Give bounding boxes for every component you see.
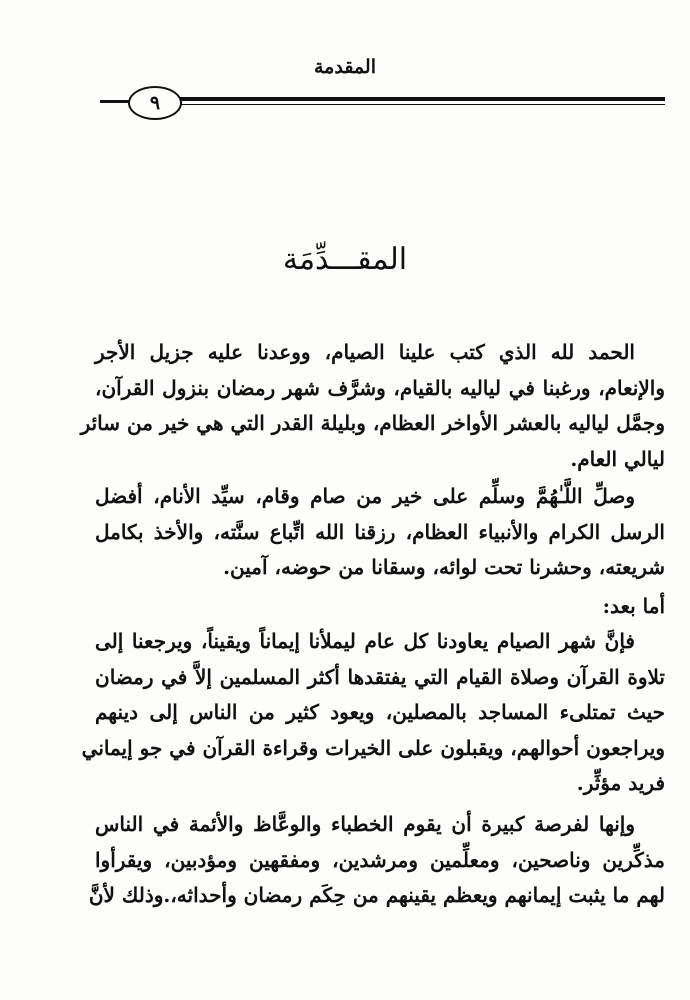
text-line: لهم ما يثبت إيمانهم ويعظم يقينهم من حِكَم رمضان وأحداثه،.وذلك لأنَّ xyxy=(88,883,665,907)
text-line: فإنَّ شهر الصيام يعاودنا كل عام ليملأنا إيماناً ويقيناً، ويرجعنا إلى xyxy=(95,629,635,653)
text-line: تلاوة القرآن وصلاة القيام التي يفتقدها أكثر المسلمين إلاَّ في رمضان xyxy=(95,664,665,689)
header-rule-left xyxy=(100,100,130,103)
text-line: وإنها لفرصة كبيرة أن يقوم الخطباء والوعَّاظ والأئمة في الناس xyxy=(95,812,635,836)
page-number: ٩ xyxy=(128,86,182,120)
text-line: شريعته، وحشرنا تحت لوائه، وسقانا من حوضه، آمين. xyxy=(223,555,665,579)
text-line: مذكِّرين وناصحين، ومعلِّمين ومرشدين، ومفقهين ومؤدبين، ويقرأوا xyxy=(95,847,665,872)
paragraph-1 xyxy=(80,335,665,477)
text-line: أما بعد: xyxy=(602,594,665,618)
text-line: الرسل الكرام والأنبياء العظام، رزقنا الله اتِّباع سنَّته، والأخذ بكامل xyxy=(95,519,665,544)
text-line: وصلِّ اللَّـٰهُمَّ وسلِّم على خير من صام وقام، سيِّد الأنام، أفضل xyxy=(95,484,635,508)
running-header-title: المقدمة xyxy=(313,56,376,78)
header-rule-thin xyxy=(180,104,665,105)
text-line: حيث تمتلىء المساجد بالمصلين، ويعود كثير من الناس إلى دينهم xyxy=(95,700,665,724)
header-rule-thick xyxy=(180,97,665,101)
paragraph-2 xyxy=(95,479,665,586)
paragraph-5 xyxy=(88,807,665,914)
paragraph-3 xyxy=(95,589,665,625)
text-line: والإنعام، ورغبنا في لياليه بالقيام، وشرَّف شهر رمضان بنزول القرآن، xyxy=(95,375,665,400)
paragraph-4 xyxy=(81,624,665,802)
text-line: ليالي العام. xyxy=(570,446,665,471)
text-line: ويراجعون أحوالهم، ويقبلون على الخيرات وقراءة القرآن في جو إيماني xyxy=(81,735,665,760)
chapter-title: المقـــدِّمَة xyxy=(282,242,408,277)
text-line: فريد مؤثِّر. xyxy=(576,771,665,795)
text-line: الحمد لله الذي كتب علينا الصيام، ووعدنا عليه جزيل الأجر xyxy=(95,340,635,364)
text-line: وجمَّل لياليه بالعشر الأواخر العظام، وبليلة القدر التي هي خير من سائر xyxy=(80,411,665,435)
